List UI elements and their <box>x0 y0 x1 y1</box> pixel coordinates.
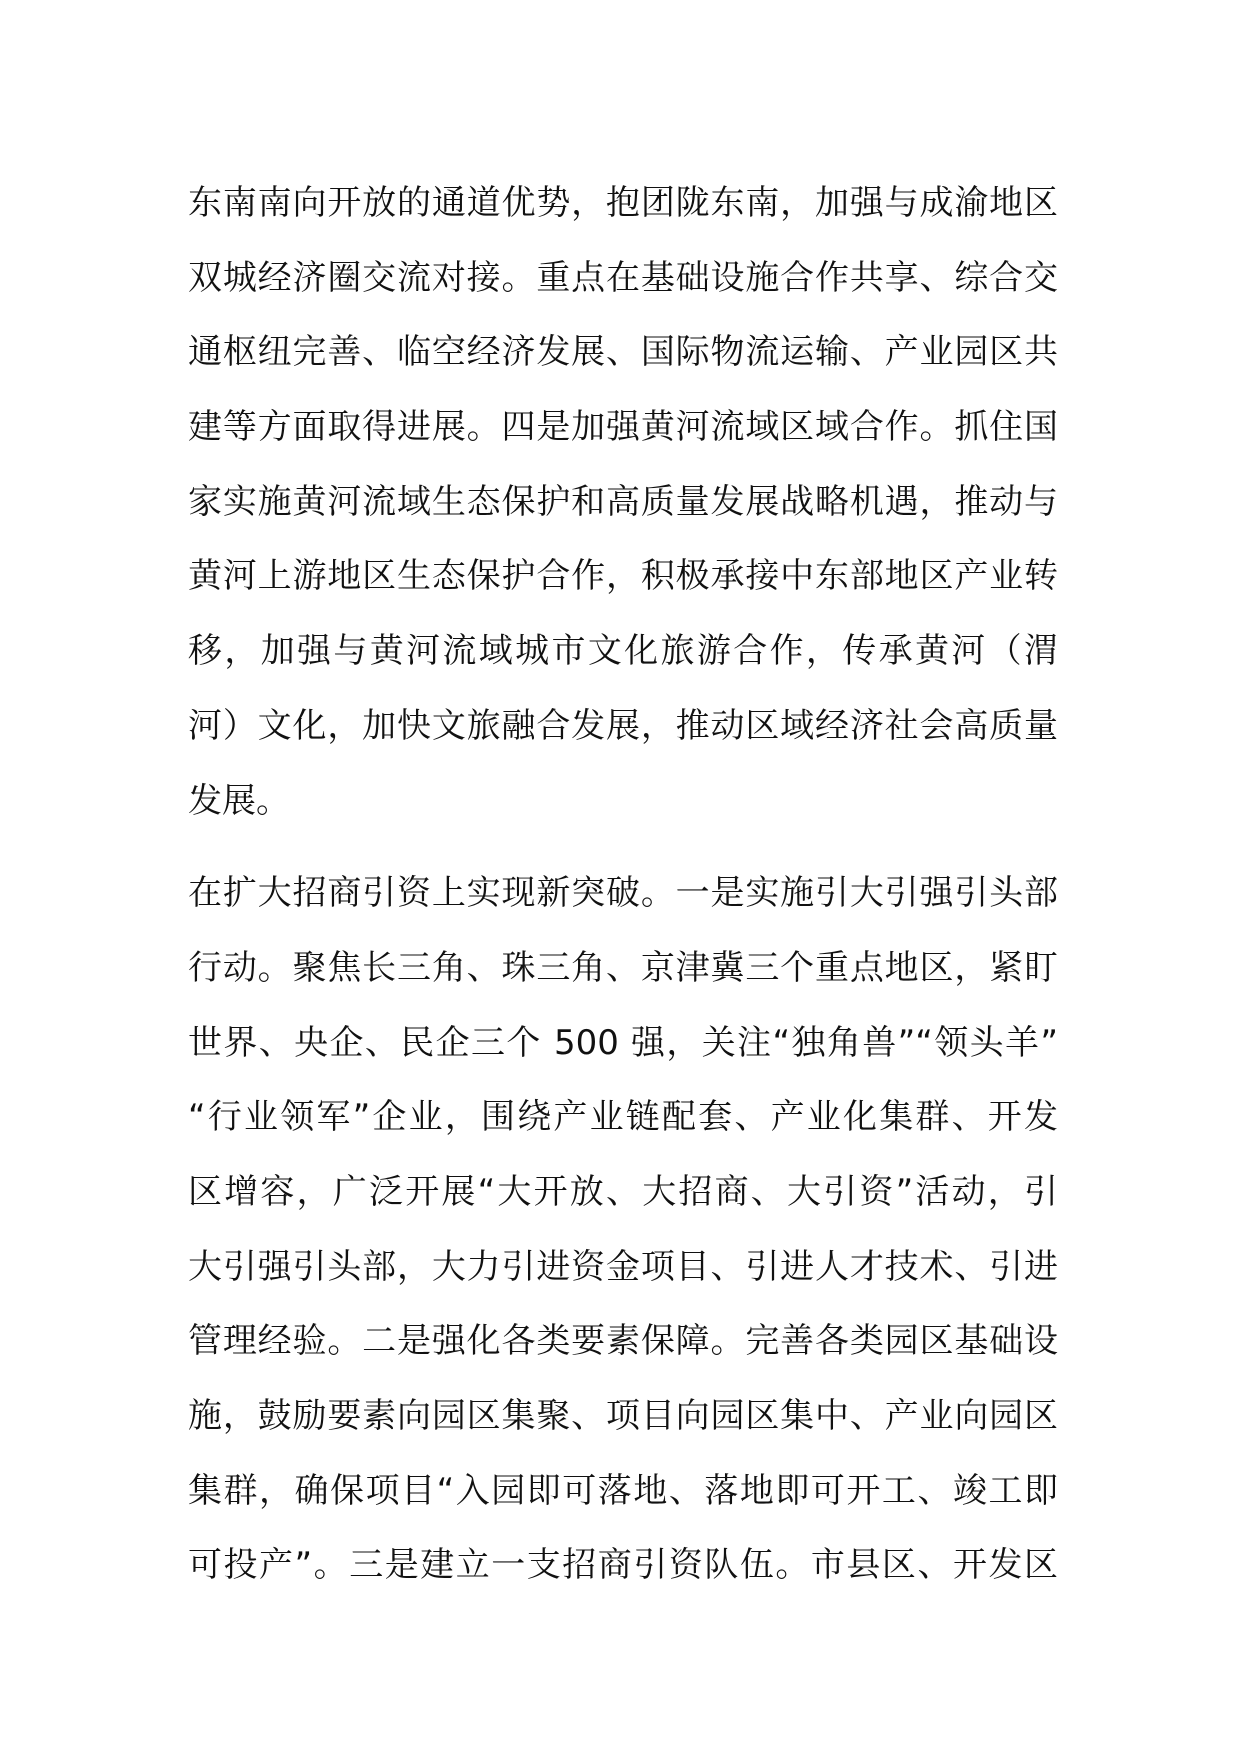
text-line: 东南南向开放的通道优势，抱团陇东南，加强与成渝地区 <box>188 183 1058 223</box>
text-line: 家实施黄河流域生态保护和高质量发展战略机遇，推动与 <box>188 481 1058 522</box>
text-line: 发展。 <box>188 780 290 821</box>
text-line: 管理经验。二是强化各类要素保障。完善各类园区基础设 <box>188 1321 1058 1362</box>
document-body <box>188 166 1058 1603</box>
paragraph-2 <box>188 856 1058 1603</box>
text-line: 通枢纽完善、临空经济发展、国际物流运输、产业园区共 <box>188 332 1058 373</box>
text-line: 黄河上游地区生态保护合作，积极承接中东部地区产业转 <box>188 556 1058 597</box>
paragraph-1 <box>188 166 1058 838</box>
text-line: 可投产”。三是建立一支招商引资队伍。市县区、开发区 <box>188 1545 1058 1586</box>
text-line: 区增容，广泛开展“大开放、大招商、大引资”活动，引 <box>188 1171 1058 1212</box>
text-line: “行业领军”企业，围绕产业链配套、产业化集群、开发 <box>188 1097 1058 1138</box>
text-line: 在扩大招商引资上实现新突破。一是实施引大引强引头部 <box>188 873 1058 914</box>
text-line: 大引强引头部，大力引进资金项目、引进人才技术、引进 <box>188 1246 1058 1287</box>
text-line: 集群，确保项目“入园即可落地、落地即可开工、竣工即 <box>188 1470 1058 1511</box>
text-line: 施，鼓励要素向园区集聚、项目向园区集中、产业向园区 <box>188 1396 1058 1436</box>
text-line: 双城经济圈交流对接。重点在基础设施合作共享、综合交 <box>188 257 1058 298</box>
text-line: 世界、央企、民企三个 500 强，关注“独角兽”“领头羊” <box>188 1022 1058 1063</box>
text-line: 建等方面取得进展。四是加强黄河流域区域合作。抓住国 <box>188 407 1058 448</box>
text-line: 河）文化，加快文旅融合发展，推动区域经济社会高质量 <box>188 705 1058 746</box>
text-line: 移，加强与黄河流域城市文化旅游合作，传承黄河（渭 <box>188 631 1058 672</box>
text-line: 行动。聚焦长三角、珠三角、京津冀三个重点地区，紧盯 <box>188 947 1058 988</box>
